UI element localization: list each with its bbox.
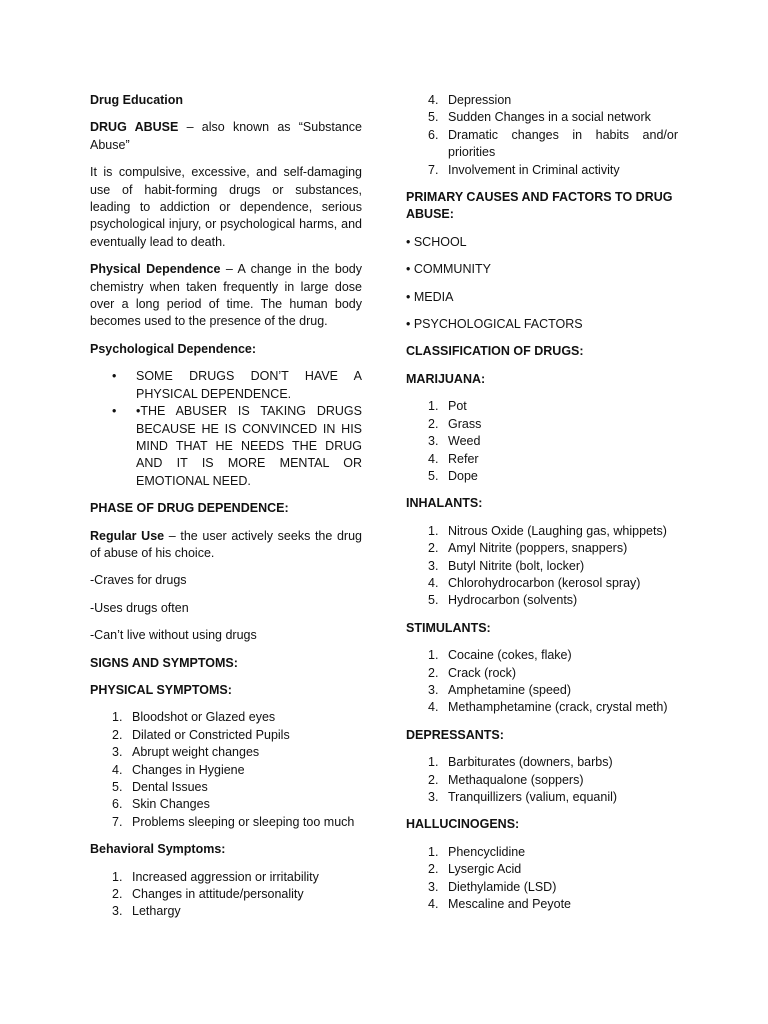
list-item: 1. Bloodshot or Glazed eyes [112,710,276,725]
list-item: 2. Methaqualone (soppers) [428,772,584,787]
psych-bullet-list [90,368,362,490]
list-item: 4. Depression [428,93,512,107]
behavioral-symptoms-list [90,869,362,921]
behavioral-symptoms-continued [406,92,678,179]
list-item: 3. Amphetamine (speed) [428,682,571,697]
list-item: 2. Lysergic Acid [428,862,522,877]
inhalants-list [406,523,678,610]
list-item: 3. Lethargy [112,904,181,919]
list-item: 5. Hydrocarbon (solvents) [428,593,578,608]
list-item: 2. Crack (rock) [428,665,517,680]
list-item: 2. Amyl Nitrite (poppers, snappers) [428,541,628,556]
list-item: 1. Phencyclidine [428,844,526,859]
cause-item: • COMMUNITY [406,262,491,277]
physical-symptoms-heading: PHYSICAL SYMPTOMS: [90,682,232,697]
bullet-icon: • [112,369,117,384]
phase-heading: PHASE OF DRUG DEPENDENCE: [90,501,289,516]
drug-abuse-paragraph [90,119,362,154]
list-item: 4. Refer [428,451,479,466]
marijuana-list [406,398,678,485]
list-item: 5. Dope [428,468,478,483]
depressants-list [406,754,678,806]
uses-line: -Uses drugs often [90,600,189,615]
list-item: 2. Changes in attitude/personality [112,887,304,902]
cant-live-line: -Can’t live without using drugs [90,628,257,643]
cause-item: • MEDIA [406,289,454,304]
physical-dependence-paragraph [90,261,362,331]
stimulants-heading: STIMULANTS: [406,620,491,635]
list-item: 3. Butyl Nitrite (bolt, locker) [428,558,585,573]
list-item: 5. Dental Issues [112,780,208,794]
marijuana-heading: MARIJUANA: [406,371,486,386]
causes-heading: PRIMARY CAUSES AND FACTORS TO DRUG ABUSE: [406,190,673,222]
classification-heading: CLASSIFICATION OF DRUGS: [406,344,584,359]
definition-paragraph: It is compulsive, excessive, and self-damaging use of habit-forming drugs or substances, leading to addiction or dependence, serious psychological injury, or psychological harms, and eventually lead to death. [90,165,362,249]
list-item: 4. Changes in Hygiene [112,762,245,777]
list-item: 1. Cocaine (cokes, flake) [428,648,572,663]
hallucinogens-list [406,844,678,914]
signs-heading: SIGNS AND SYMPTOMS: [90,655,238,670]
list-item: 3. Tranquillizers (valium, equanil) [428,790,618,804]
list-item: 7. Problems sleeping or sleeping too much [112,814,355,829]
list-item: 3. Abrupt weight changes [112,745,260,760]
bullet-icon: • [112,404,117,419]
list-item: 1. Pot [428,399,467,414]
physical-symptoms-list [90,709,362,831]
list-item: 4. Mescaline and Peyote [428,897,571,912]
cause-item: • PSYCHOLOGICAL FACTORS [406,317,583,332]
regular-use-paragraph [90,528,362,563]
regular-use-rest: – the user actively seeks the drug of abuse of his choice. [90,528,362,560]
drug-abuse-term: DRUG ABUSE [90,120,179,135]
list-item: 5. Sudden Changes in a social network [428,110,651,125]
page-title: Drug Education [90,93,184,107]
list-item: • •THE ABUSER IS TAKING DRUGS BECAUSE HE IS CONVINCED IN HIS MIND THAT HE NEEDS THE DRUG AND IT IS MORE MENTAL OR EMOTIONAL NEED. [90,403,362,490]
left-column [90,92,362,931]
list-item: 2. Grass [428,416,482,431]
behavioral-heading: Behavioral Symptoms: [90,842,226,857]
list-item: 1. Increased aggression or irritability [112,869,319,884]
right-column [406,92,678,923]
hallucinogens-heading: HALLUCINOGENS: [406,817,520,832]
drug-abuse-rest: – also known as “Substance Abuse” [90,120,362,152]
list-item: 6. Dramatic changes in habits and/or priorities [428,127,678,160]
cause-item: • SCHOOL [406,234,467,249]
craves-line: -Craves for drugs [90,573,187,588]
list-item: 4. Methamphetamine (crack, crystal meth) [428,700,668,715]
list-item: 3. Diethylamide (LSD) [428,879,557,894]
list-item: 1. Nitrous Oxide (Laughing gas, whippets) [428,523,667,538]
list-item: 7. Involvement in Criminal activity [428,162,620,177]
depressants-heading: DEPRESSANTS: [406,727,504,742]
inhalants-heading: INHALANTS: [406,496,483,511]
list-item: 1. Barbiturates (downers, barbs) [428,755,613,770]
stimulants-list [406,647,678,717]
list-item: 2. Dilated or Constricted Pupils [112,727,290,742]
physical-dependence-rest: – A change in the body chemistry when taken frequently in large dose over a long period of time. The human body becomes used to the presence of the drug. [90,262,363,329]
psych-dependence-heading: Psychological Dependence: [90,341,257,356]
regular-use-term: Regular Use [90,528,165,543]
physical-dependence-term: Physical Dependence [90,262,221,277]
list-item: 3. Weed [428,434,481,449]
list-item: 4. Chlorohydrocarbon (kerosol spray) [428,575,641,590]
list-item: • SOME DRUGS DON’T HAVE A PHYSICAL DEPENDENCE. [90,368,362,403]
list-item: 6. Skin Changes [112,797,210,812]
